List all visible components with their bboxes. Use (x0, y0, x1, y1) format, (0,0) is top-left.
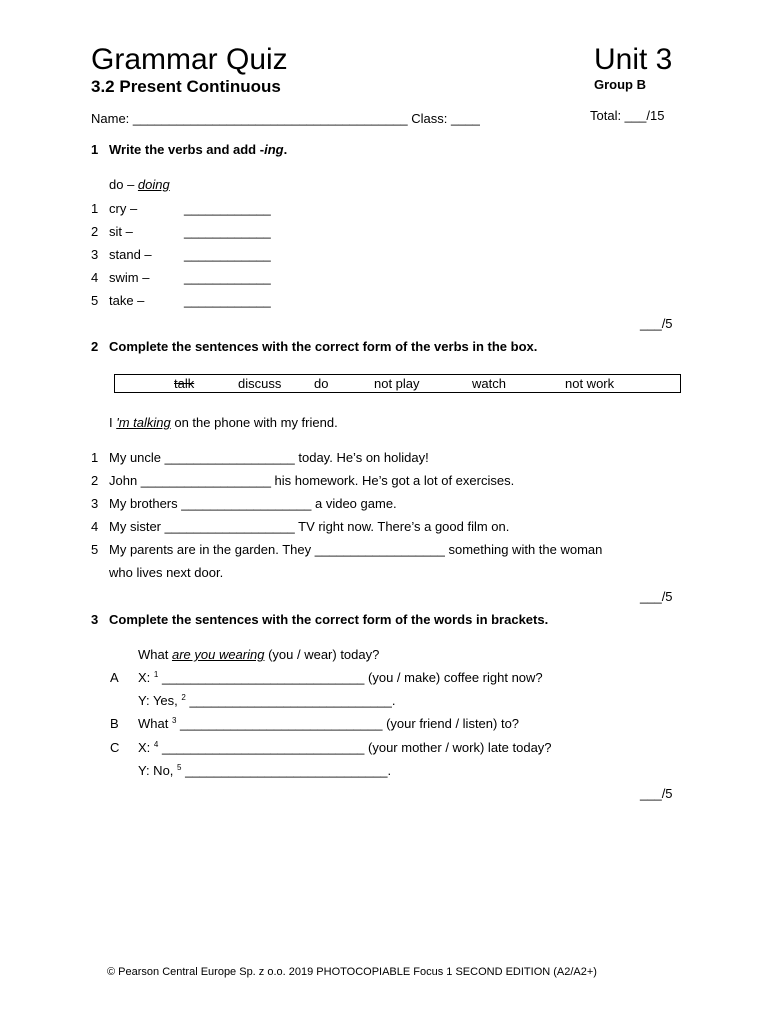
ex2-item-text: John __________________ his homework. He’s got a lot of exercises. (109, 473, 515, 488)
box-word-not-play: not play (374, 376, 420, 391)
box-word-discuss: discuss (238, 376, 282, 391)
quiz-subtitle: 3.2 Present Continuous (91, 77, 281, 96)
ex1-item-blank: ____________ (184, 270, 271, 285)
ex3-gap-4: 4 (153, 740, 159, 749)
box-word-do: do (314, 376, 329, 391)
ex1-item-number: 4 (91, 270, 99, 285)
ex1-heading (91, 142, 287, 158)
ex1-item-number: 5 (91, 293, 99, 308)
ex2-item-number: 5 (91, 542, 99, 557)
ex3-example-prefix: What (138, 647, 172, 662)
ex3-gap-1: 1 (153, 670, 159, 679)
ex3-gap-3: 3 (171, 716, 177, 725)
ex1-example (109, 177, 170, 193)
ex2-item-number: 2 (91, 473, 99, 488)
ex1-example-answer: doing (137, 177, 170, 192)
ex1-item-number: 1 (91, 201, 99, 216)
ex2-item-text: My parents are in the garden. They __________________ something with the woman (109, 542, 603, 557)
ex3-line-c2-pre: Y: No, (138, 763, 178, 778)
ex3-line-c (138, 740, 552, 756)
ex3-line-b-post: ____________________________ (your friend / listen) to? (176, 716, 520, 731)
ex1-item-number: 2 (91, 224, 99, 239)
ex1-instruction-a: Write the verbs and add - (109, 142, 265, 157)
ex3-line-a (138, 670, 543, 686)
box-word-watch: watch (472, 376, 506, 391)
ex3-line-b-pre: What (138, 716, 172, 731)
box-word-not-work: not work (565, 376, 615, 391)
ex3-label-a: A (110, 670, 119, 685)
ex2-item-text: My uncle __________________ today. He’s on holiday! (109, 450, 429, 465)
ex2-item5-continuation: who lives next door. (109, 565, 224, 580)
ex3-heading (91, 612, 548, 628)
ex2-item-number: 1 (91, 450, 99, 465)
ex3-number: 3 (91, 612, 99, 627)
ex3-example-answer: are you wearing (171, 647, 265, 662)
ex3-label-b: B (110, 716, 119, 731)
ex2-example (109, 415, 338, 431)
ex1-item-word: stand – (109, 247, 152, 262)
ex3-instruction: Complete the sentences with the correct form of the words in brackets. (109, 612, 549, 627)
ex2-number: 2 (91, 339, 99, 354)
ex3-line-a2-pre: Y: Yes, (138, 693, 182, 708)
quiz-title: Grammar Quiz (91, 43, 288, 76)
ex3-line-a-pre: X: (138, 670, 154, 685)
ex3-example-suffix: (you / wear) today? (264, 647, 380, 662)
ex2-item (91, 450, 429, 466)
ex2-heading (91, 339, 537, 355)
ex2-score: ___/5 (640, 589, 673, 604)
ex1-item (91, 247, 152, 263)
ex2-item-number: 3 (91, 496, 99, 511)
ex1-item-word: swim – (109, 270, 150, 285)
ex1-item-word: sit – (109, 224, 133, 239)
word-box (114, 374, 681, 393)
ex3-line-a2 (138, 693, 396, 709)
total-score: Total: ___/15 (590, 108, 665, 123)
ex2-item (91, 542, 602, 558)
ex2-example-prefix: I (109, 415, 117, 430)
ex2-item (91, 496, 397, 512)
ex1-item-number: 3 (91, 247, 99, 262)
ex3-gap-5: 5 (177, 763, 182, 772)
ex3-gap-2: 2 (181, 693, 186, 702)
footer-copyright: © Pearson Central Europe Sp. z o.o. 2019 PHOTOCOPIABLE Focus 1 SECOND EDITION (A2/A2+) (107, 966, 597, 978)
ex1-item-word: take – (109, 293, 145, 308)
ex1-instruction-c: . (283, 142, 288, 157)
ex2-item-text: My brothers __________________ a video game. (109, 496, 397, 511)
ex3-label-c: C (110, 740, 120, 755)
ex3-line-a2-post: ____________________________. (185, 693, 396, 708)
name-class-line: Name: ______________________________________ Class: ____ (91, 111, 480, 126)
ex2-item (91, 473, 514, 489)
ex2-example-suffix: on the phone with my friend. (170, 415, 338, 430)
box-word-talk: talk (174, 376, 195, 391)
ex3-line-c2 (138, 763, 391, 779)
ex2-instruction: Complete the sentences with the correct form of the verbs in the box. (109, 339, 538, 354)
ex3-example (138, 647, 379, 663)
ex2-item (91, 519, 509, 535)
ex1-number: 1 (91, 142, 99, 157)
group-label: Group B (594, 77, 646, 92)
ex2-example-answer: 'm talking (116, 415, 171, 430)
ex1-score: ___/5 (640, 316, 673, 331)
ex1-item (91, 201, 137, 217)
ex1-item-blank: ____________ (184, 293, 271, 308)
ex1-example-prefix: do – (109, 177, 138, 192)
ex3-line-c2-post: ____________________________. (181, 763, 392, 778)
ex1-item-blank: ____________ (184, 201, 271, 216)
ex1-instruction-b: ing (264, 142, 284, 157)
ex1-item (91, 293, 144, 309)
ex2-item-number: 4 (91, 519, 99, 534)
ex3-line-c-post: ____________________________ (your mother / work) late today? (158, 740, 552, 755)
unit-label: Unit 3 (594, 43, 673, 76)
ex3-line-c-pre: X: (138, 740, 154, 755)
ex1-item (91, 224, 133, 240)
ex3-line-a-post: ____________________________ (you / make) coffee right now? (158, 670, 543, 685)
ex3-score: ___/5 (640, 786, 673, 801)
ex1-item-blank: ____________ (184, 224, 271, 239)
ex1-item (91, 270, 149, 286)
ex2-item-text: My sister __________________ TV right now. There’s a good film on. (109, 519, 510, 534)
ex1-item-blank: ____________ (184, 247, 271, 262)
ex3-line-b (138, 716, 519, 732)
ex1-item-word: cry – (109, 201, 138, 216)
